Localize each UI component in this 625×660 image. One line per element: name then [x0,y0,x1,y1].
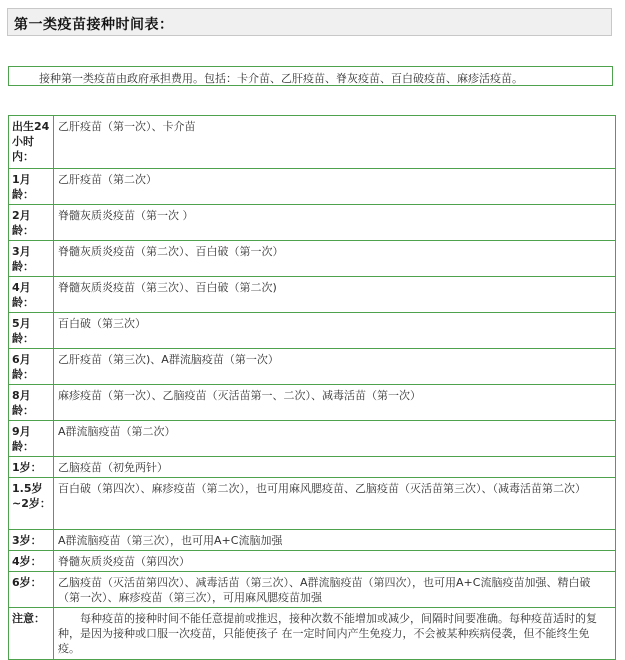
vaccine-cell: 乙肝疫苗（第三次)、A群流脑疫苗（第一次） [54,349,616,385]
title-box [7,8,612,36]
table-row [9,457,616,478]
vaccine-cell: A群流脑疫苗（第二次） [54,421,616,457]
page-title: 第一类疫苗接种时间表： [14,17,174,33]
age-cell: 出生24小时内： [9,116,54,169]
vaccine-cell: 乙脑疫苗（灭活苗第四次）、减毒活苗（第三次）、A群流脑疫苗（第四次），也可用A+C流脑疫苗加强、精白破（第一次）、麻疹疫苗（第三次），可用麻风腮疫苗加强 [54,572,616,608]
age-cell: 2月龄： [9,205,54,241]
age-cell: 1月龄： [9,169,54,205]
table-row [9,421,616,457]
table-row [9,205,616,241]
table-row [9,349,616,385]
table-row [9,277,616,313]
vaccine-cell: 乙肝疫苗（第一次）、卡介苗 [54,116,616,169]
age-cell: 4岁： [9,551,54,572]
age-cell: 5月龄： [9,313,54,349]
age-cell: 9月龄： [9,421,54,457]
table-row [9,572,616,608]
vaccine-cell: 乙肝疫苗（第二次） [54,169,616,205]
table-row [9,313,616,349]
vaccine-cell: 脊髓灰质炎疫苗（第二次）、百白破（第一次） [54,241,616,277]
table-row [9,530,616,551]
age-cell: 6月龄： [9,349,54,385]
vaccine-cell: 百白破（第四次）、麻疹疫苗（第二次），也可用麻风腮疫苗、乙脑疫苗（灭活苗第三次）、（减毒活苗第二次） [54,478,616,530]
age-cell: 8月龄： [9,385,54,421]
table-row [9,169,616,205]
age-cell: 1.5岁~2岁： [9,478,54,530]
table-row [9,385,616,421]
age-cell: 1岁： [9,457,54,478]
vaccine-cell: 脊髓灰质炎疫苗（第一次 ） [54,205,616,241]
vaccine-cell: 百白破（第三次） [54,313,616,349]
table-row [9,608,616,660]
vaccine-cell: 脊髓灰质炎疫苗（第三次）、百白破（第二次) [54,277,616,313]
vaccine-cell: 每种疫苗的接种时间不能任意提前或推迟，接种次数不能增加或减少，间隔时间要准确。每种疫苗适时的复种，是因为接种或口服一次疫苗，只能使孩子 在一定时间内产生免疫力，不会被某种疾病侵袭，但不能终生免疫。 [54,608,616,660]
age-cell: 注意： [9,608,54,660]
intro-text: 接种第一类疫苗由政府承担费用。包括：卡介苗、乙肝疫苗、脊灰疫苗、百白破疫苗、麻疹活疫苗。 [39,72,523,85]
age-cell: 3月龄： [9,241,54,277]
vaccine-cell: 麻疹疫苗（第一次）、乙脑疫苗（灭活苗第一、二次）、减毒活苗（第一次） [54,385,616,421]
age-cell: 4月龄： [9,277,54,313]
vaccine-cell: 乙脑疫苗（初免两针） [54,457,616,478]
table-row [9,478,616,530]
age-cell: 3岁： [9,530,54,551]
vaccine-cell: A群流脑疫苗（第三次），也可用A+C流脑加强 [54,530,616,551]
age-cell: 6岁： [9,572,54,608]
intro-box [8,66,613,86]
vaccination-schedule-table [8,115,616,660]
table-row [9,551,616,572]
vaccine-cell: 脊髓灰质炎疫苗（第四次） [54,551,616,572]
table-row [9,241,616,277]
table-row [9,116,616,169]
